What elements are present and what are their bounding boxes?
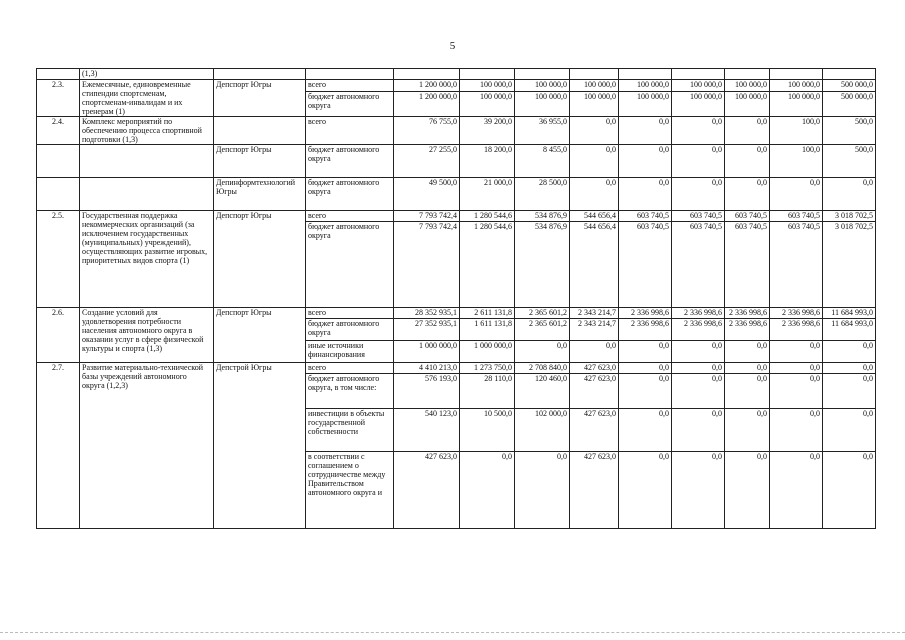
amount-cell: 500,0: [823, 145, 876, 178]
amount-cell: 0,0: [770, 374, 823, 409]
item-code: [37, 178, 80, 211]
amount-cell: 603 740,5: [672, 222, 725, 308]
amount-cell: 0,0: [672, 374, 725, 409]
item-executor: Депспорт Югры: [214, 308, 306, 363]
amount-cell: 100 000,0: [770, 92, 823, 117]
item-title: Развитие материально-технической базы учреждений автономного округа (1,2,3): [80, 363, 214, 529]
amount-cell: 0,0: [570, 117, 619, 145]
table-row: [37, 363, 876, 374]
amount-cell: [672, 69, 725, 80]
scan-artifact-line: [0, 632, 905, 634]
amount-cell: 1 200 000,0: [394, 80, 460, 92]
amount-cell: 28 110,0: [460, 374, 515, 409]
item-code: 2.7.: [37, 363, 80, 529]
item-executor: Депспорт Югры: [214, 211, 306, 308]
amount-cell: [619, 69, 672, 80]
amount-cell: [823, 69, 876, 80]
funding-source: бюджет автономного округа: [306, 178, 394, 211]
item-title: Комплекс мероприятий по обеспечению процесса спортивной подготовки (1,3): [80, 117, 214, 145]
amount-cell: 18 200,0: [460, 145, 515, 178]
amount-cell: 100 000,0: [619, 92, 672, 117]
amount-cell: 100 000,0: [570, 80, 619, 92]
item-executor: Депинформтехнологий Югры: [214, 178, 306, 211]
amount-cell: 0,0: [460, 452, 515, 529]
amount-cell: 0,0: [672, 452, 725, 529]
amount-cell: 0,0: [770, 178, 823, 211]
amount-cell: 2 336 998,6: [619, 308, 672, 319]
amount-cell: 0,0: [515, 341, 570, 363]
amount-cell: 2 336 998,6: [672, 308, 725, 319]
amount-cell: 576 193,0: [394, 374, 460, 409]
amount-cell: 8 455,0: [515, 145, 570, 178]
amount-cell: 11 684 993,0: [823, 319, 876, 341]
amount-cell: 39 200,0: [460, 117, 515, 145]
funding-source: иные источники финансирования: [306, 341, 394, 363]
amount-cell: 427 623,0: [570, 452, 619, 529]
amount-cell: 0,0: [619, 145, 672, 178]
funding-source: всего: [306, 117, 394, 145]
amount-cell: 100 000,0: [460, 92, 515, 117]
amount-cell: 534 876,9: [515, 222, 570, 308]
amount-cell: 500 000,0: [823, 92, 876, 117]
item-code: [37, 69, 80, 80]
amount-cell: 500,0: [823, 117, 876, 145]
amount-cell: 1 000 000,0: [460, 341, 515, 363]
amount-cell: 2 343 214,7: [570, 319, 619, 341]
funding-source: всего: [306, 211, 394, 222]
funding-source: всего: [306, 363, 394, 374]
item-executor: Депстрой Югры: [214, 363, 306, 529]
amount-cell: 27 255,0: [394, 145, 460, 178]
amount-cell: 603 740,5: [770, 211, 823, 222]
amount-cell: 100 000,0: [515, 92, 570, 117]
table-row: [37, 178, 876, 211]
funding-source: [306, 69, 394, 80]
amount-cell: 603 740,5: [725, 222, 770, 308]
amount-cell: 603 740,5: [672, 211, 725, 222]
amount-cell: 4 410 213,0: [394, 363, 460, 374]
amount-cell: 100 000,0: [725, 92, 770, 117]
amount-cell: 2 336 998,6: [672, 319, 725, 341]
amount-cell: 0,0: [619, 452, 672, 529]
amount-cell: 603 740,5: [770, 222, 823, 308]
amount-cell: 0,0: [770, 409, 823, 452]
amount-cell: 0,0: [672, 117, 725, 145]
amount-cell: 427 623,0: [570, 363, 619, 374]
amount-cell: 1 200 000,0: [394, 92, 460, 117]
amount-cell: 0,0: [770, 363, 823, 374]
amount-cell: 0,0: [619, 409, 672, 452]
amount-cell: 0,0: [725, 409, 770, 452]
amount-cell: 102 000,0: [515, 409, 570, 452]
amount-cell: 100,0: [770, 145, 823, 178]
item-code: 2.5.: [37, 211, 80, 308]
amount-cell: [770, 69, 823, 80]
amount-cell: 427 623,0: [570, 374, 619, 409]
item-title: Создание условий для удовлетворения потребности населения автономного округа в оказании услуг в сфере физической культуры и спорта (1,3): [80, 308, 214, 363]
table-row: [37, 145, 876, 178]
item-executor: Депспорт Югры: [214, 80, 306, 117]
amount-cell: 2 336 998,6: [725, 308, 770, 319]
amount-cell: 544 656,4: [570, 222, 619, 308]
amount-cell: 534 876,9: [515, 211, 570, 222]
amount-cell: 0,0: [725, 117, 770, 145]
amount-cell: 3 018 702,5: [823, 222, 876, 308]
amount-cell: 500 000,0: [823, 80, 876, 92]
amount-cell: 603 740,5: [725, 211, 770, 222]
amount-cell: 0,0: [725, 178, 770, 211]
amount-cell: 0,0: [570, 145, 619, 178]
amount-cell: 2 336 998,6: [619, 319, 672, 341]
amount-cell: 0,0: [672, 363, 725, 374]
amount-cell: 0,0: [672, 145, 725, 178]
amount-cell: 27 352 935,1: [394, 319, 460, 341]
amount-cell: 100 000,0: [725, 80, 770, 92]
amount-cell: 0,0: [570, 178, 619, 211]
item-title: (1,3): [80, 69, 214, 80]
amount-cell: 0,0: [823, 363, 876, 374]
amount-cell: 100 000,0: [570, 92, 619, 117]
amount-cell: 2 336 998,6: [725, 319, 770, 341]
funding-source: бюджет автономного округа: [306, 145, 394, 178]
amount-cell: 0,0: [823, 178, 876, 211]
amount-cell: 0,0: [725, 452, 770, 529]
amount-cell: 1 273 750,0: [460, 363, 515, 374]
amount-cell: 100 000,0: [515, 80, 570, 92]
amount-cell: 1 280 544,6: [460, 222, 515, 308]
amount-cell: 0,0: [672, 409, 725, 452]
amount-cell: 0,0: [725, 145, 770, 178]
amount-cell: 0,0: [619, 341, 672, 363]
amount-cell: 0,0: [619, 374, 672, 409]
amount-cell: 0,0: [770, 341, 823, 363]
amount-cell: 3 018 702,5: [823, 211, 876, 222]
funding-source: бюджет автономного округа, в том числе:: [306, 374, 394, 409]
amount-cell: 76 755,0: [394, 117, 460, 145]
amount-cell: 2 336 998,6: [770, 319, 823, 341]
item-code: 2.4.: [37, 117, 80, 145]
funding-source: бюджет автономного округа: [306, 222, 394, 308]
amount-cell: 7 793 742,4: [394, 211, 460, 222]
amount-cell: 540 123,0: [394, 409, 460, 452]
item-title: Государственная поддержка некоммерческих организаций (за исключением государственных (муниципальных) учреждений), осуществляющих развитие игровых, приоритетных видов спорта (1): [80, 211, 214, 308]
amount-cell: 28 352 935,1: [394, 308, 460, 319]
amount-cell: 0,0: [770, 452, 823, 529]
amount-cell: 0,0: [725, 374, 770, 409]
amount-cell: 0,0: [619, 117, 672, 145]
funding-source: всего: [306, 308, 394, 319]
amount-cell: 100 000,0: [672, 80, 725, 92]
amount-cell: [515, 69, 570, 80]
amount-cell: 2 708 840,0: [515, 363, 570, 374]
amount-cell: 100 000,0: [460, 80, 515, 92]
amount-cell: 427 623,0: [570, 409, 619, 452]
amount-cell: 0,0: [725, 341, 770, 363]
amount-cell: 2 343 214,7: [570, 308, 619, 319]
amount-cell: 2 611 131,8: [460, 308, 515, 319]
item-code: 2.6.: [37, 308, 80, 363]
amount-cell: 7 793 742,4: [394, 222, 460, 308]
amount-cell: [460, 69, 515, 80]
table-row: [37, 117, 876, 145]
table-row: [37, 211, 876, 222]
page-number: 5: [449, 40, 456, 52]
item-executor: Депспорт Югры: [214, 145, 306, 178]
amount-cell: [725, 69, 770, 80]
amount-cell: 11 684 993,0: [823, 308, 876, 319]
amount-cell: 0,0: [672, 178, 725, 211]
funding-source: бюджет автономного округа: [306, 319, 394, 341]
amount-cell: 603 740,5: [619, 211, 672, 222]
table-row: [37, 308, 876, 319]
amount-cell: 544 656,4: [570, 211, 619, 222]
amount-cell: [570, 69, 619, 80]
funding-source: в соответствии с соглашением о сотрудничестве между Правительством автономного округа и: [306, 452, 394, 529]
amount-cell: 49 500,0: [394, 178, 460, 211]
funding-source: всего: [306, 80, 394, 92]
amount-cell: [394, 69, 460, 80]
program-funding-table: [36, 68, 876, 529]
amount-cell: 0,0: [823, 341, 876, 363]
amount-cell: 0,0: [823, 374, 876, 409]
amount-cell: 0,0: [725, 363, 770, 374]
amount-cell: 0,0: [570, 341, 619, 363]
item-executor: [214, 117, 306, 145]
item-executor: [214, 69, 306, 80]
amount-cell: 1 611 131,8: [460, 319, 515, 341]
amount-cell: 28 500,0: [515, 178, 570, 211]
amount-cell: 0,0: [823, 409, 876, 452]
amount-cell: 427 623,0: [394, 452, 460, 529]
table-row: [37, 69, 876, 80]
amount-cell: 10 500,0: [460, 409, 515, 452]
amount-cell: 0,0: [823, 452, 876, 529]
item-title: Ежемесячные, единовременные стипендии спортсменам, спортсменам-инвалидам и их тренерам (1): [80, 80, 214, 117]
funding-source: инвестиции в объекты государственной собственности: [306, 409, 394, 452]
amount-cell: 100 000,0: [770, 80, 823, 92]
amount-cell: 36 955,0: [515, 117, 570, 145]
amount-cell: 21 000,0: [460, 178, 515, 211]
table-row: [37, 80, 876, 92]
amount-cell: 0,0: [672, 341, 725, 363]
item-code: 2.3.: [37, 80, 80, 117]
amount-cell: 2 365 601,2: [515, 308, 570, 319]
amount-cell: 1 280 544,6: [460, 211, 515, 222]
amount-cell: 100,0: [770, 117, 823, 145]
item-code: [37, 145, 80, 178]
amount-cell: 0,0: [515, 452, 570, 529]
funding-source: бюджет автономного округа: [306, 92, 394, 117]
item-title: [80, 145, 214, 178]
amount-cell: 120 460,0: [515, 374, 570, 409]
amount-cell: 2 365 601,2: [515, 319, 570, 341]
item-title: [80, 178, 214, 211]
amount-cell: 100 000,0: [672, 92, 725, 117]
amount-cell: 0,0: [619, 363, 672, 374]
amount-cell: 0,0: [619, 178, 672, 211]
amount-cell: 603 740,5: [619, 222, 672, 308]
amount-cell: 2 336 998,6: [770, 308, 823, 319]
amount-cell: 100 000,0: [619, 80, 672, 92]
amount-cell: 1 000 000,0: [394, 341, 460, 363]
